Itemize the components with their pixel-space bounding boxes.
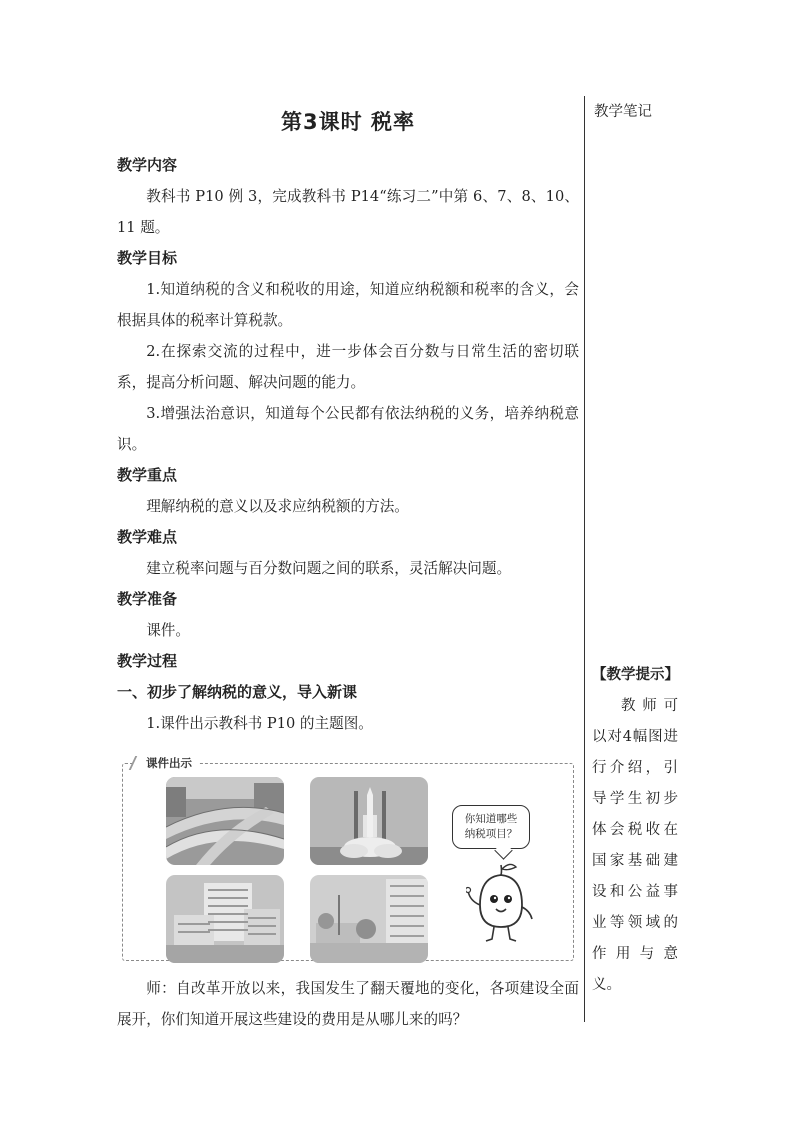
goal-item-1: 1.知道纳税的含义和税收的用途，知道应纳税额和税率的含义，会根据具体的税率计算税款。 xyxy=(117,281,579,329)
section-heading-process: 教学过程 xyxy=(117,652,178,670)
goal-item-3: 3.增强法治意识，知道每个公民都有依法纳税的义务，培养纳税意识。 xyxy=(117,405,579,453)
process-part1-heading: 一、初步了解纳税的意义，导入新课 xyxy=(117,683,358,701)
courseware-tab: 课件出示 xyxy=(132,753,198,773)
preparation-text: 课件。 xyxy=(146,622,190,639)
page-title: 第3课时 税率 xyxy=(281,110,415,134)
rocket-launch-photo xyxy=(310,777,428,865)
main-column xyxy=(117,96,579,1035)
section-heading-difficulty: 教学难点 xyxy=(117,528,178,546)
speech-bubble-line-2: 纳税项目？ xyxy=(464,828,518,840)
tip-heading: 【教学提示】 xyxy=(592,667,679,683)
teaching-tip xyxy=(592,660,678,1001)
teacher-line: 师：自改革开放以来，我国发生了翻天覆地的变化，各项建设全面展开，你们知道开展这些建设的费用是从哪儿来的吗？ xyxy=(117,980,579,1028)
section-heading-preparation: 教学准备 xyxy=(117,590,178,608)
content-text: 教科书 P10 例 3，完成教科书 P14“练习二”中第 6、7、8、10、11 题。 xyxy=(117,188,579,236)
section-heading-content: 教学内容 xyxy=(117,156,178,174)
key-point-text: 理解纳税的意义以及求应纳税额的方法。 xyxy=(146,498,409,515)
school-campus-photo xyxy=(310,875,428,963)
section-heading-key-point: 教学重点 xyxy=(117,466,178,484)
highway-interchange-photo xyxy=(166,777,284,865)
goal-item-2: 2.在探索交流的过程中，进一步体会百分数与日常生活的密切联系，提高分析问题、解决问题的能力。 xyxy=(117,343,579,391)
courseware-box xyxy=(122,753,574,963)
tip-text: 教师可以对4幅图进行介绍，引导学生初步体会税收在国家基础建设和公益事业等领域的作用与意义。 xyxy=(592,698,678,993)
mascot-icon xyxy=(466,861,536,947)
notes-title: 教学笔记 xyxy=(594,104,652,120)
section-heading-goals: 教学目标 xyxy=(117,249,178,267)
speech-bubble xyxy=(452,805,530,849)
column-divider xyxy=(584,96,585,1022)
speech-bubble-line-1: 你知道哪些 xyxy=(464,813,518,825)
difficulty-text: 建立税率问题与百分数问题之间的联系，灵活解决问题。 xyxy=(146,560,512,577)
hospital-building-photo xyxy=(166,875,284,963)
process-step1: 1.课件出示教科书 P10 的主题图。 xyxy=(146,715,373,732)
